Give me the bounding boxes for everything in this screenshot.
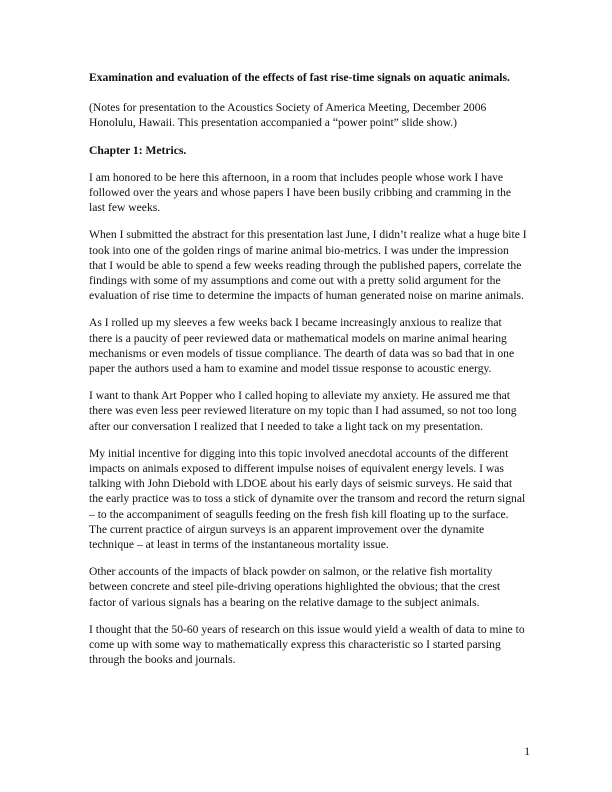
document-title: Examination and evaluation of the effects of fast rise-time signals on aquatic animals. [89,71,510,84]
paragraph-3: As I rolled up my sleeves a few weeks back I became increasingly anxious to realize that there is a paucity of peer reviewed data or mathematical models on marine animal hearing mechanisms or even models of tissue compliance. The dearth of data was so bad that in one paper the authors used a ham to examine and model tissue response to acoustic energy. [89,316,515,376]
paragraph-4: I want to thank Art Popper who I called hoping to alleviate my anxiety. He assured me that there was even less peer reviewed literature on my topic than I had assumed, so not too long after our conversation I realized that I needed to take a light tack on my presentation. [89,389,517,433]
presentation-note: (Notes for presentation to the Acoustics Society of America Meeting, December 2006 Honolulu, Hawaii. This presentation accompanied a “power point” slide show.) [89,101,487,130]
paragraph-7: I thought that the 50-60 years of research on this issue would yield a wealth of data to mine to come up with some way to mathematically express this characteristic so I started parsing through the books and journals. [89,622,525,667]
page-content [89,70,527,680]
page-number: 1 [524,745,530,758]
paragraph-2: When I submitted the abstract for this presentation last June, I didn’t realize what a huge bite I took into one of the golden rings of marine animal bio-metrics. I was under the impression that I would be able to spend a few weeks reading through the published papers, correlate the findings with some of my assumptions and come out with a pretty solid argument for the evaluation of rise time to determine the impacts of human generated noise on marine animals. [89,228,527,303]
paragraph-1: I am honored to be here this afternoon, in a room that includes people whose work I have followed over the years and whose papers I have been busily cribbing and cramming in the last few weeks. [89,170,512,215]
chapter-heading: Chapter 1: Metrics. [89,143,187,157]
paragraph-5: My initial incentive for digging into this topic involved anecdotal accounts of the different impacts on animals exposed to different impulse noises of equivalent energy levels. I was talking with John Diebold with LDOE about his early days of seismic surveys. He said that the early practice was to toss a stick of dynamite over the transom and record the return signal – to the accompaniment of seagulls feeding on the fresh fish kill floating up to the surface. The current practice of airgun surveys is an apparent improvement over the dynamite technique – at least in terms of the instantaneous mortality issue. [89,446,526,552]
paragraph-6: Other accounts of the impacts of black powder on salmon, or the relative fish mortality between concrete and steel pile-driving operations highlighted the obvious; that the crest factor of various signals has a bearing on the relative damage to the subject animals. [89,565,501,609]
